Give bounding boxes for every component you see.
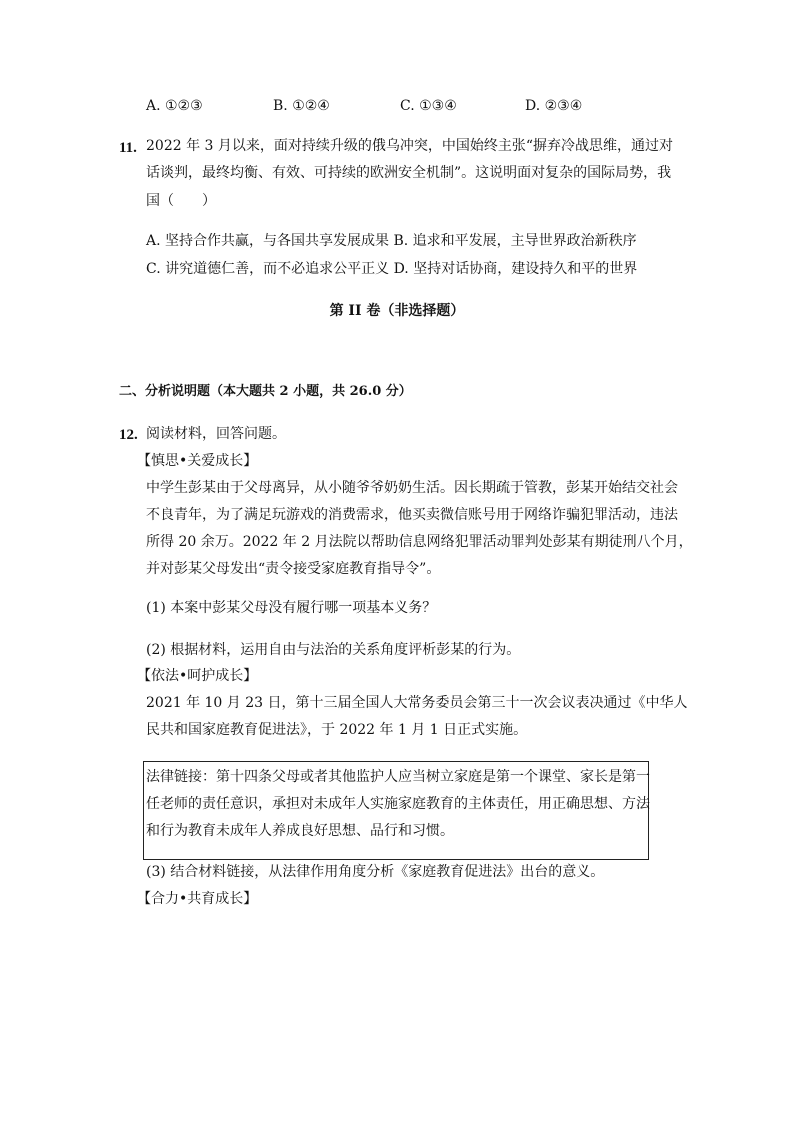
law-link-line-2: 任老师的责任意识，承担对未成年人实施家庭教育的主体责任，用正确思想、方法 <box>146 796 650 812</box>
q10-option-b: B. ①②④ <box>273 98 330 114</box>
law-link-box <box>143 761 649 860</box>
q12-subsection-2-title: 【依法•呵护成长】 <box>137 668 258 684</box>
q12-material-2-line-1: 2021 年 10 月 23 日，第十三届全国人大常务委员会第三十一次会议表决通过《中华人 <box>146 695 688 711</box>
q11-options-line-1: A. 坚持合作共赢，与各国共享发展成果 B. 追求和平发展，主导世界政治新秩序 <box>146 233 637 249</box>
law-link-line-3: 和行为教育未成年人养成良好思想、品行和习惯。 <box>146 823 454 839</box>
q12-subsection-1-title: 【慎思•关爱成长】 <box>137 453 258 469</box>
q12-question-3: (3) 结合材料链接，从法律作用角度分析《家庭教育促进法》出台的意义。 <box>146 864 605 880</box>
q12-material-1-line-3: 所得 20 余万。2022 年 2 月法院以帮助信息网络犯罪活动罪判处彭某有期徒刑八个月， <box>146 534 693 550</box>
q12-material-1-line-1: 中学生彭某由于父母离异，从小随爷爷奶奶生活。因长期疏于管教，彭某开始结交社会 <box>146 480 678 496</box>
q12-subsection-3-title: 【合力•共育成长】 <box>137 891 258 907</box>
q11-stem-line-2: 话谈判，最终均衡、有效、可持续的欧洲安全机制”。这说明面对复杂的国际局势，我 <box>146 165 672 181</box>
q11-options-line-2: C. 讲究道德仁善，而不必追求公平正义 D. 坚持对话协商，建设持久和平的世界 <box>146 261 638 277</box>
q12-material-1-line-4: 并对彭某父母发出“责令接受家庭教育指导令”。 <box>146 561 441 577</box>
q11-number: 11. <box>119 140 137 156</box>
q12-intro: 阅读材料，回答问题。 <box>146 426 286 442</box>
q10-option-c: C. ①③④ <box>400 98 457 114</box>
q12-material-2-line-2: 民共和国家庭教育促进法》，于 2022 年 1 月 1 日正式实施。 <box>146 722 528 738</box>
q10-option-a: A. ①②③ <box>146 98 203 114</box>
q10-option-d: D. ②③④ <box>525 98 583 114</box>
q12-material-1-line-2: 不良青年，为了满足玩游戏的消费需求，他买卖微信账号用于网络诈骗犯罪活动，违法 <box>146 507 678 523</box>
q11-stem-line-1: 2022 年 3 月以来，面对持续升级的俄乌冲突，中国始终主张“摒弃冷战思维，通过对 <box>146 138 674 154</box>
q11-stem-line-3: 国（ ） <box>146 193 216 209</box>
section-2-heading: 二、分析说明题（本大题共 2 小题，共 26.0 分） <box>119 384 412 399</box>
q12-question-1: (1) 本案中彭某父母没有履行哪一项基本义务？ <box>146 600 437 616</box>
q12-question-2: (2) 根据材料，运用自由与法治的关系角度评析彭某的行为。 <box>146 642 521 658</box>
q12-number: 12. <box>119 427 138 443</box>
part-2-title: 第 II 卷（非选择题） <box>329 303 465 319</box>
law-link-line-1: 法律链接：第十四条父母或者其他监护人应当树立家庭是第一个课堂、家长是第一 <box>146 769 650 785</box>
